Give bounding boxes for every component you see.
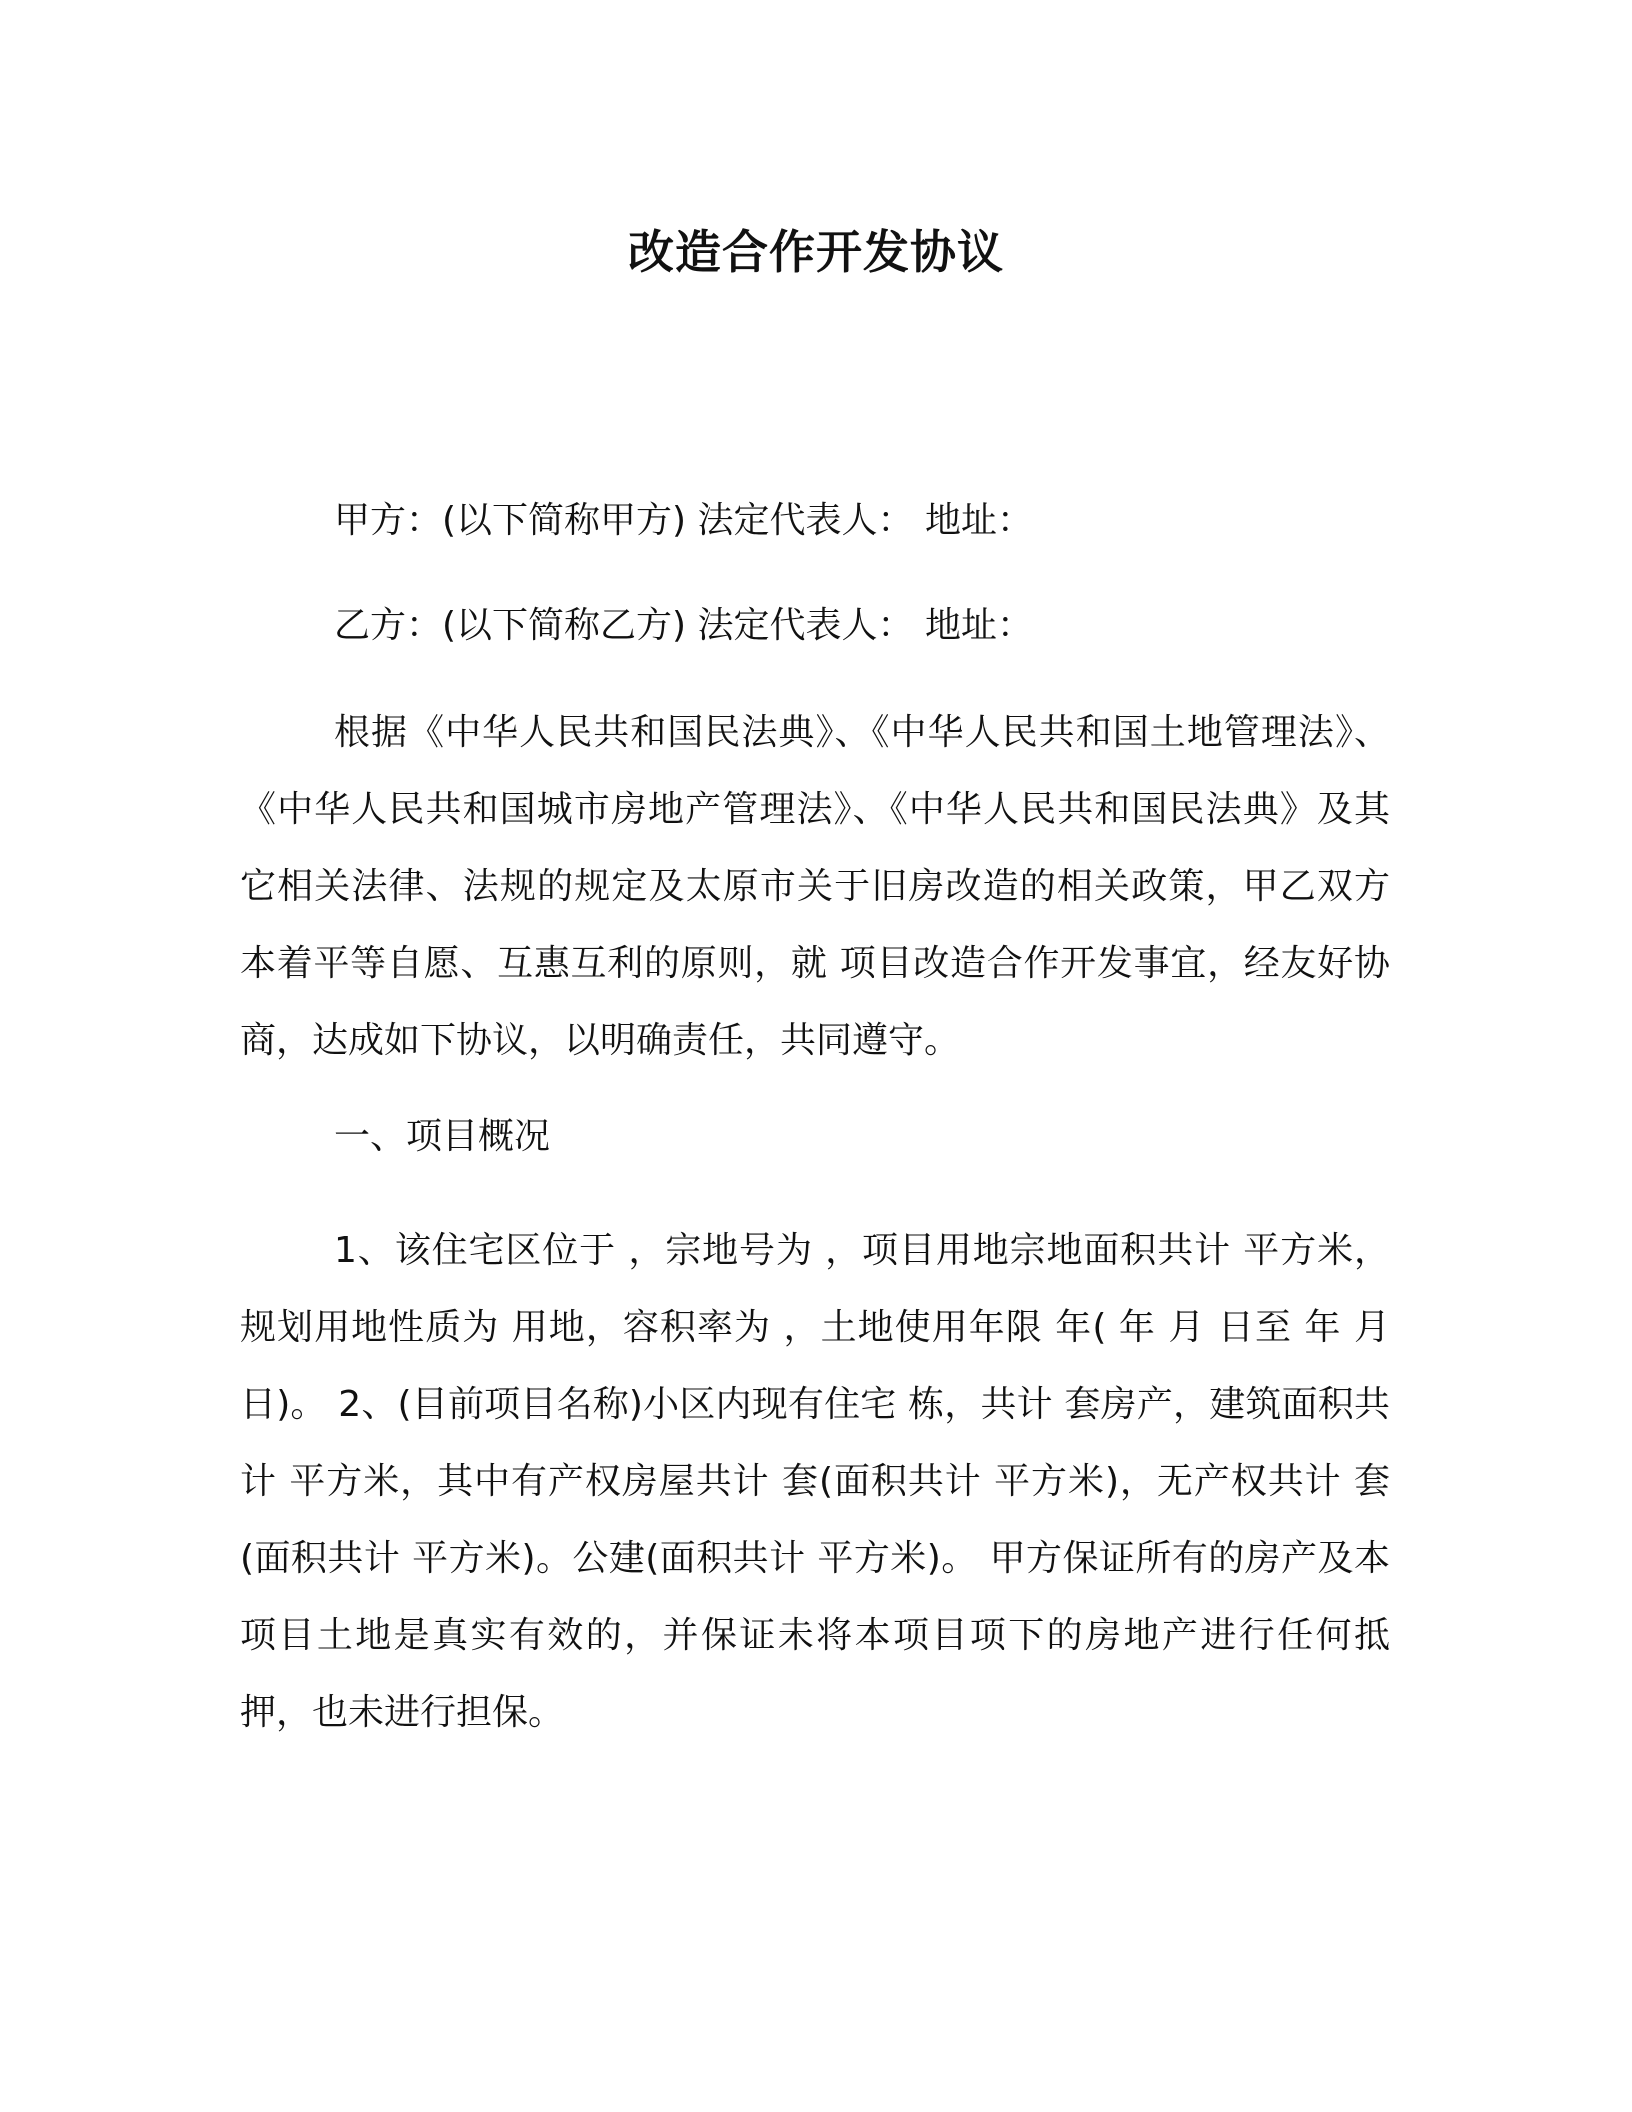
project-overview-paragraph: 1、该住宅区位于 ，宗地号为 ，项目用地宗地面积共计 平方米，规划用地性质为 用地，容积率为 ，土地使用年限 年( 年 月 日至 年 月 日)。 2、(目前项目名称)小区内现有住宅 栋，共计 套房产，建筑面积共计 平方米，其中有产权房屋共计 套(面积共计 平方米)，无产权共计 套(面积共计 平方米)。公建(面积共计 平方米)。 甲方保证所有的房产及本项目土地是真实有效的，并保证未将本项目项下的房地产进行任何抵押，也未进行担保。	[240, 1230, 1390, 1733]
party-b-line: 乙方：(以下简称乙方) 法定代表人： 地址：	[334, 605, 1033, 646]
section-heading-project-overview: 一、项目概况	[334, 1116, 551, 1157]
party-a-line: 甲方：(以下简称甲方) 法定代表人： 地址：	[334, 500, 1033, 541]
document-title: 改造合作开发协议	[628, 225, 1004, 279]
legal-basis-paragraph: 根据《中华人民共和国民法典》、《中华人民共和国土地管理法》、《中华人民共和国城市房地产管理法》、《中华人民共和国民法典》及其它相关法律、法规的规定及太原市关于旧房改造的相关政策，甲乙双方本着平等自愿、互惠互利的原则，就 项目改造合作开发事宜，经友好协商，达成如下协议，以明确责任，共同遵守。	[240, 712, 1390, 1061]
